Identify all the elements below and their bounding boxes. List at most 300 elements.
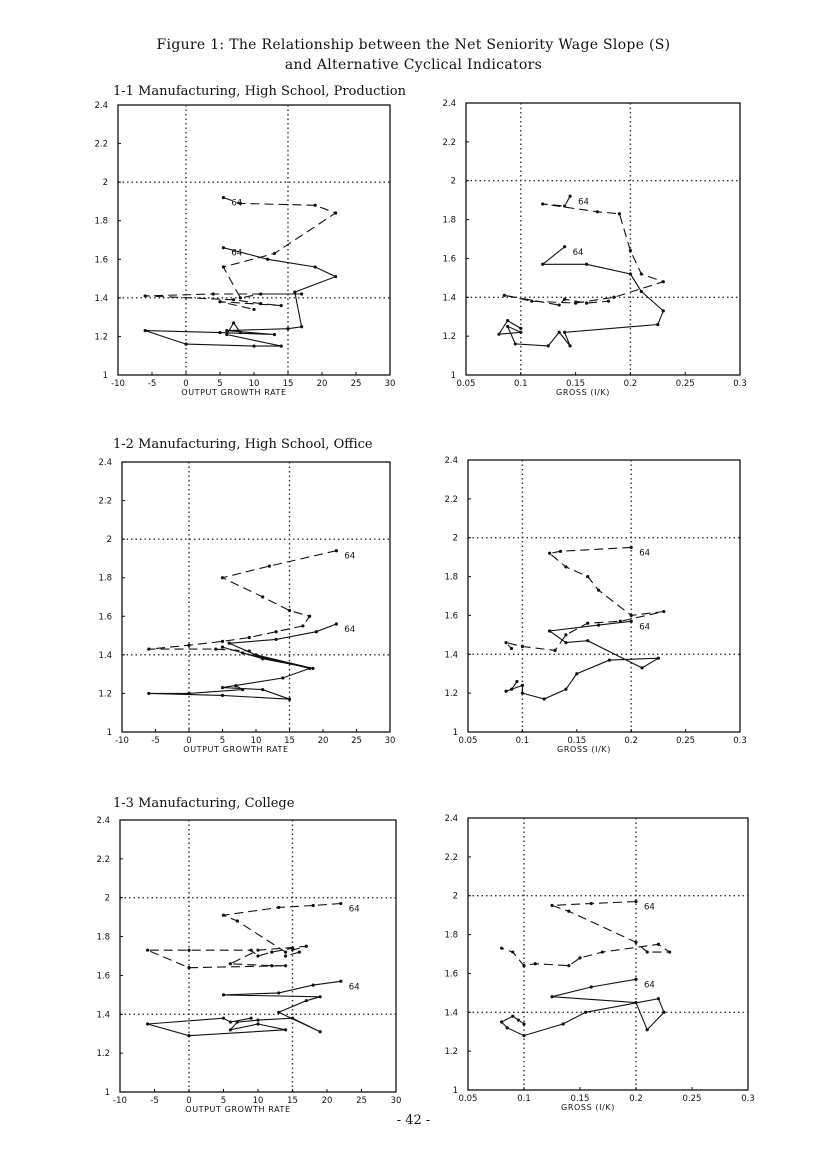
y-tick-label: 1 xyxy=(450,371,456,381)
y-tick-label: 2 xyxy=(452,891,458,902)
y-tick-label: 1.2 xyxy=(442,332,456,343)
chart-1-1-gross-ik xyxy=(430,98,770,403)
data-point xyxy=(522,964,525,967)
data-point xyxy=(534,962,537,965)
data-point xyxy=(284,1028,287,1031)
data-point xyxy=(630,546,633,549)
series-end-label: 64 xyxy=(644,980,655,991)
data-point xyxy=(629,249,632,252)
data-point xyxy=(221,686,224,689)
data-point xyxy=(187,966,190,969)
data-point xyxy=(584,1011,587,1014)
figure-title-line1: Figure 1: The Relationship between the Net Seniority Wage Slope (S) xyxy=(156,37,671,53)
data-point xyxy=(250,1017,253,1020)
data-point xyxy=(596,210,599,213)
chart-1-2-gross-ik xyxy=(430,455,770,760)
data-point xyxy=(646,950,649,953)
data-point xyxy=(315,630,318,633)
data-point xyxy=(312,904,315,907)
data-point xyxy=(214,647,217,650)
data-point xyxy=(334,275,337,278)
x-tick-label: 25 xyxy=(350,379,362,389)
data-point xyxy=(312,984,315,987)
data-point xyxy=(221,646,224,649)
data-point xyxy=(273,333,276,336)
x-tick-label: 0.1 xyxy=(517,1094,531,1104)
data-point xyxy=(222,246,225,249)
data-point xyxy=(308,667,311,670)
data-point xyxy=(634,900,637,903)
y-tick-label: 1.8 xyxy=(444,930,458,941)
section-label-1-3: 1-3 Manufacturing, College xyxy=(113,796,295,811)
y-tick-label: 2 xyxy=(104,893,110,904)
data-point xyxy=(222,914,225,917)
x-tick-label: 0.3 xyxy=(733,379,747,389)
data-point xyxy=(597,589,600,592)
y-tick-label: 2 xyxy=(452,533,458,544)
data-point xyxy=(280,304,283,307)
y-tick-label: 1.6 xyxy=(444,611,458,622)
data-point xyxy=(521,684,524,687)
series-line-solid xyxy=(499,247,663,346)
data-point xyxy=(640,272,643,275)
data-point xyxy=(522,1034,525,1037)
data-point xyxy=(662,1011,665,1014)
data-point xyxy=(564,688,567,691)
data-point xyxy=(300,292,303,295)
data-point xyxy=(254,653,257,656)
data-point xyxy=(236,919,239,922)
y-tick-label: 1.2 xyxy=(96,1049,110,1060)
data-point xyxy=(335,622,338,625)
data-point xyxy=(541,202,544,205)
x-axis-label: GROSS (I/K) xyxy=(557,745,611,754)
series-line-solid xyxy=(502,979,664,1035)
data-point xyxy=(273,252,276,255)
data-point xyxy=(521,692,524,695)
data-point xyxy=(256,1019,259,1022)
data-point xyxy=(228,642,231,645)
series-end-label: 64 xyxy=(572,247,584,258)
data-point xyxy=(586,639,589,642)
data-point xyxy=(261,657,264,660)
data-point xyxy=(284,951,287,954)
x-tick-label: 0.1 xyxy=(514,379,528,389)
data-point xyxy=(558,331,561,334)
data-point xyxy=(147,647,150,650)
y-tick-label: 2.2 xyxy=(444,852,458,863)
x-tick-label: 0.05 xyxy=(458,736,478,746)
x-tick-label: 0 xyxy=(183,379,189,389)
x-tick-label: 0.25 xyxy=(676,736,696,746)
data-point xyxy=(506,325,509,328)
data-point xyxy=(564,641,567,644)
x-tick-label: 0.15 xyxy=(570,1094,590,1104)
data-point xyxy=(586,622,589,625)
data-point xyxy=(630,614,633,617)
y-tick-label: 1 xyxy=(452,1086,458,1096)
data-point xyxy=(601,950,604,953)
x-tick-label: 5 xyxy=(220,1096,227,1106)
plot-frame xyxy=(466,103,740,375)
data-point xyxy=(241,688,244,691)
data-point xyxy=(277,991,280,994)
data-point xyxy=(248,636,251,639)
data-point xyxy=(270,964,273,967)
series-end-label: 64 xyxy=(578,197,589,208)
data-point xyxy=(339,980,342,983)
data-point xyxy=(506,1026,509,1029)
x-tick-label: 5 xyxy=(217,379,223,389)
data-point xyxy=(252,344,255,347)
x-tick-label: 0.2 xyxy=(624,736,638,746)
y-tick-label: 1.6 xyxy=(94,255,108,266)
plot-frame xyxy=(468,818,748,1090)
data-point xyxy=(308,615,311,618)
chart-1-2-output-growth xyxy=(80,455,410,760)
plot-frame xyxy=(122,462,390,732)
y-tick-label: 2.4 xyxy=(96,816,110,826)
y-tick-label: 1.4 xyxy=(444,1008,458,1019)
x-tick-label: 0.2 xyxy=(629,1094,643,1104)
series-end-label: 64 xyxy=(639,548,651,559)
data-point xyxy=(319,1030,322,1033)
data-point xyxy=(550,904,553,907)
x-tick-label: 30 xyxy=(384,736,396,746)
data-point xyxy=(229,962,232,965)
data-point xyxy=(241,651,244,654)
data-point xyxy=(510,647,513,650)
data-point xyxy=(187,644,190,647)
data-point xyxy=(662,610,665,613)
series-line-solid xyxy=(149,624,337,699)
y-tick-label: 1.8 xyxy=(98,573,112,584)
x-tick-label: 20 xyxy=(316,379,328,389)
data-point xyxy=(212,292,215,295)
data-point xyxy=(286,327,289,330)
data-point xyxy=(268,565,271,568)
y-tick-label: 1.4 xyxy=(442,293,456,304)
data-point xyxy=(339,902,342,905)
data-point xyxy=(517,1018,520,1021)
data-point xyxy=(634,1001,637,1004)
data-point xyxy=(563,245,566,248)
data-point xyxy=(515,680,518,683)
data-point xyxy=(187,949,190,952)
chart-1-1-output-growth xyxy=(80,98,410,403)
data-point xyxy=(218,331,221,334)
y-tick-label: 1 xyxy=(104,1088,110,1098)
data-point xyxy=(497,333,500,336)
data-point xyxy=(510,688,513,691)
y-tick-label: 2.4 xyxy=(444,456,458,466)
data-point xyxy=(221,576,224,579)
x-tick-label: 10 xyxy=(252,1096,264,1106)
data-point xyxy=(252,308,255,311)
data-point xyxy=(504,641,507,644)
data-point xyxy=(335,549,338,552)
x-axis-label: GROSS (I/K) xyxy=(561,1103,615,1112)
data-point xyxy=(563,298,566,301)
data-point xyxy=(275,630,278,633)
x-tick-label: 0.3 xyxy=(741,1094,755,1104)
x-tick-label: 20 xyxy=(321,1096,333,1106)
data-point xyxy=(668,950,671,953)
data-point xyxy=(547,344,550,347)
data-point xyxy=(291,947,294,950)
y-tick-label: 1.6 xyxy=(442,254,456,265)
x-axis-label: OUTPUT GROWTH RATE xyxy=(185,1105,291,1114)
data-point xyxy=(270,951,273,954)
x-tick-label: -10 xyxy=(111,379,125,389)
data-point xyxy=(514,342,517,345)
data-point xyxy=(548,629,551,632)
series-end-label: 64 xyxy=(644,902,655,913)
x-tick-label: 25 xyxy=(356,1096,367,1106)
x-tick-label: 0.05 xyxy=(458,1094,478,1104)
data-point xyxy=(563,331,566,334)
data-point xyxy=(288,609,291,612)
data-point xyxy=(256,949,259,952)
data-point xyxy=(239,331,242,334)
data-point xyxy=(147,692,150,695)
data-point xyxy=(612,296,615,299)
data-point xyxy=(590,902,593,905)
data-point xyxy=(298,951,301,954)
series-end-label: 64 xyxy=(348,982,360,993)
y-tick-label: 1.8 xyxy=(94,216,108,227)
data-point xyxy=(305,999,308,1002)
y-tick-label: 2 xyxy=(450,176,456,187)
data-point xyxy=(291,1017,294,1020)
data-point xyxy=(504,690,507,693)
data-point xyxy=(558,303,561,306)
x-tick-label: 0.3 xyxy=(733,736,747,746)
data-point xyxy=(585,263,588,266)
data-point xyxy=(280,344,283,347)
data-point xyxy=(521,645,524,648)
series-end-label: 64 xyxy=(348,904,360,915)
y-tick-label: 1.8 xyxy=(444,572,458,583)
data-point xyxy=(232,321,235,324)
series-line-dashed xyxy=(506,547,664,650)
x-axis-label: OUTPUT GROWTH RATE xyxy=(183,745,289,754)
y-tick-label: 1 xyxy=(452,728,458,738)
y-tick-label: 1.4 xyxy=(96,1010,110,1021)
data-point xyxy=(319,995,322,998)
data-point xyxy=(222,1017,225,1020)
x-tick-label: 15 xyxy=(284,736,295,746)
data-point xyxy=(314,204,317,207)
data-point xyxy=(187,1034,190,1037)
data-point xyxy=(511,1015,514,1018)
data-point xyxy=(657,943,660,946)
data-point xyxy=(506,319,509,322)
data-point xyxy=(586,575,589,578)
y-tick-label: 1.2 xyxy=(444,1047,458,1058)
data-point xyxy=(578,956,581,959)
data-point xyxy=(146,949,149,952)
data-point xyxy=(662,280,665,283)
series-line-solid xyxy=(148,981,341,1035)
series-line-dashed xyxy=(148,904,341,968)
data-point xyxy=(607,300,610,303)
section-label-1-2: 1-2 Manufacturing, High School, Office xyxy=(113,437,373,452)
y-tick-label: 1.2 xyxy=(94,332,108,343)
data-point xyxy=(618,212,621,215)
data-point xyxy=(564,565,567,568)
series-end-label: 64 xyxy=(344,625,356,635)
figure-title-line2: and Alternative Cyclical Indicators xyxy=(284,57,543,73)
data-point xyxy=(629,272,632,275)
y-tick-label: 2.2 xyxy=(442,137,456,148)
series-end-label: 64 xyxy=(231,248,243,259)
data-point xyxy=(146,1022,149,1025)
data-point xyxy=(288,698,291,701)
data-point xyxy=(511,950,514,953)
y-tick-label: 1.4 xyxy=(98,650,112,661)
x-tick-label: 0.05 xyxy=(456,379,476,389)
y-tick-label: 2.4 xyxy=(444,814,458,824)
y-tick-label: 1 xyxy=(106,728,112,738)
x-axis-label: GROSS (I/K) xyxy=(556,388,610,397)
data-point xyxy=(662,309,665,312)
x-tick-label: 0 xyxy=(186,736,192,746)
data-point xyxy=(574,302,577,305)
x-tick-label: 15 xyxy=(282,379,294,389)
data-point xyxy=(275,638,278,641)
data-point xyxy=(541,263,544,266)
data-point xyxy=(234,684,237,687)
data-point xyxy=(567,910,570,913)
data-point xyxy=(222,196,225,199)
x-tick-label: 20 xyxy=(317,736,329,746)
data-point xyxy=(562,1022,565,1025)
data-point xyxy=(256,954,259,957)
y-tick-label: 2.4 xyxy=(442,99,456,109)
x-tick-label: -5 xyxy=(150,1096,159,1106)
data-point xyxy=(569,344,572,347)
data-point xyxy=(500,1020,503,1023)
data-point xyxy=(229,1028,232,1031)
data-point xyxy=(553,649,556,652)
data-point xyxy=(225,333,228,336)
data-point xyxy=(277,906,280,909)
y-tick-label: 2.2 xyxy=(94,139,108,150)
data-point xyxy=(256,1022,259,1025)
y-tick-label: 1.2 xyxy=(444,689,458,700)
data-point xyxy=(259,302,262,305)
chart-1-3-output-growth xyxy=(80,813,410,1118)
data-point xyxy=(334,211,337,214)
data-point xyxy=(590,985,593,988)
data-point xyxy=(559,550,562,553)
y-tick-label: 2.2 xyxy=(444,494,458,505)
data-point xyxy=(222,265,225,268)
data-point xyxy=(519,327,522,330)
x-tick-label: 0.1 xyxy=(515,736,530,746)
plot-frame xyxy=(468,460,740,732)
data-point xyxy=(543,697,546,700)
series-end-label: 64 xyxy=(344,551,356,562)
x-tick-label: -10 xyxy=(113,1096,127,1106)
data-point xyxy=(221,694,224,697)
data-point xyxy=(266,258,269,261)
data-point xyxy=(646,1028,649,1031)
data-point xyxy=(608,659,611,662)
data-point xyxy=(530,300,533,303)
y-tick-label: 2 xyxy=(102,178,108,189)
x-tick-label: 0.15 xyxy=(567,736,587,746)
y-tick-label: 2.4 xyxy=(94,101,108,111)
data-point xyxy=(657,657,660,660)
data-point xyxy=(261,688,264,691)
x-tick-label: 25 xyxy=(351,736,362,746)
data-point xyxy=(300,325,303,328)
data-point xyxy=(314,265,317,268)
data-point xyxy=(640,290,643,293)
data-point xyxy=(575,672,578,675)
data-point xyxy=(519,331,522,334)
data-point xyxy=(222,993,225,996)
data-point xyxy=(563,204,566,207)
x-tick-label: 30 xyxy=(390,1096,402,1106)
data-point xyxy=(184,343,187,346)
series-end-label: 64 xyxy=(639,622,651,633)
data-point xyxy=(311,667,314,670)
data-point xyxy=(277,1011,280,1014)
x-tick-label: -10 xyxy=(115,736,129,746)
data-point xyxy=(550,995,553,998)
data-point xyxy=(548,552,551,555)
data-point xyxy=(657,997,660,1000)
y-tick-label: 1.8 xyxy=(96,932,110,943)
x-tick-label: 5 xyxy=(219,736,226,746)
x-tick-label: 0.25 xyxy=(682,1094,702,1104)
data-point xyxy=(221,640,224,643)
data-point xyxy=(236,1020,239,1023)
x-tick-label: 10 xyxy=(248,379,260,389)
y-tick-label: 1.6 xyxy=(98,612,112,623)
x-tick-label: 0.15 xyxy=(566,379,586,389)
plot-frame xyxy=(118,105,390,375)
x-tick-label: 30 xyxy=(384,379,396,389)
data-point xyxy=(261,595,264,598)
data-point xyxy=(569,195,572,198)
data-point xyxy=(585,302,588,305)
data-point xyxy=(144,329,147,332)
x-tick-label: 15 xyxy=(287,1096,298,1106)
data-point xyxy=(229,1020,232,1023)
y-tick-label: 1.6 xyxy=(96,971,110,982)
y-tick-label: 1.8 xyxy=(442,215,456,226)
y-tick-label: 1.2 xyxy=(98,689,112,700)
y-tick-label: 2.2 xyxy=(96,854,110,865)
series-end-label: 64 xyxy=(231,198,243,209)
data-point xyxy=(259,292,262,295)
data-point xyxy=(293,290,296,293)
data-point xyxy=(218,300,221,303)
data-point xyxy=(597,624,600,627)
x-tick-label: -5 xyxy=(151,736,160,746)
data-point xyxy=(564,633,567,636)
x-tick-label: 0 xyxy=(186,1096,192,1106)
data-point xyxy=(503,294,506,297)
series-line-solid xyxy=(506,621,658,699)
data-point xyxy=(250,949,253,952)
x-tick-label: 0.25 xyxy=(675,379,695,389)
data-point xyxy=(144,294,147,297)
